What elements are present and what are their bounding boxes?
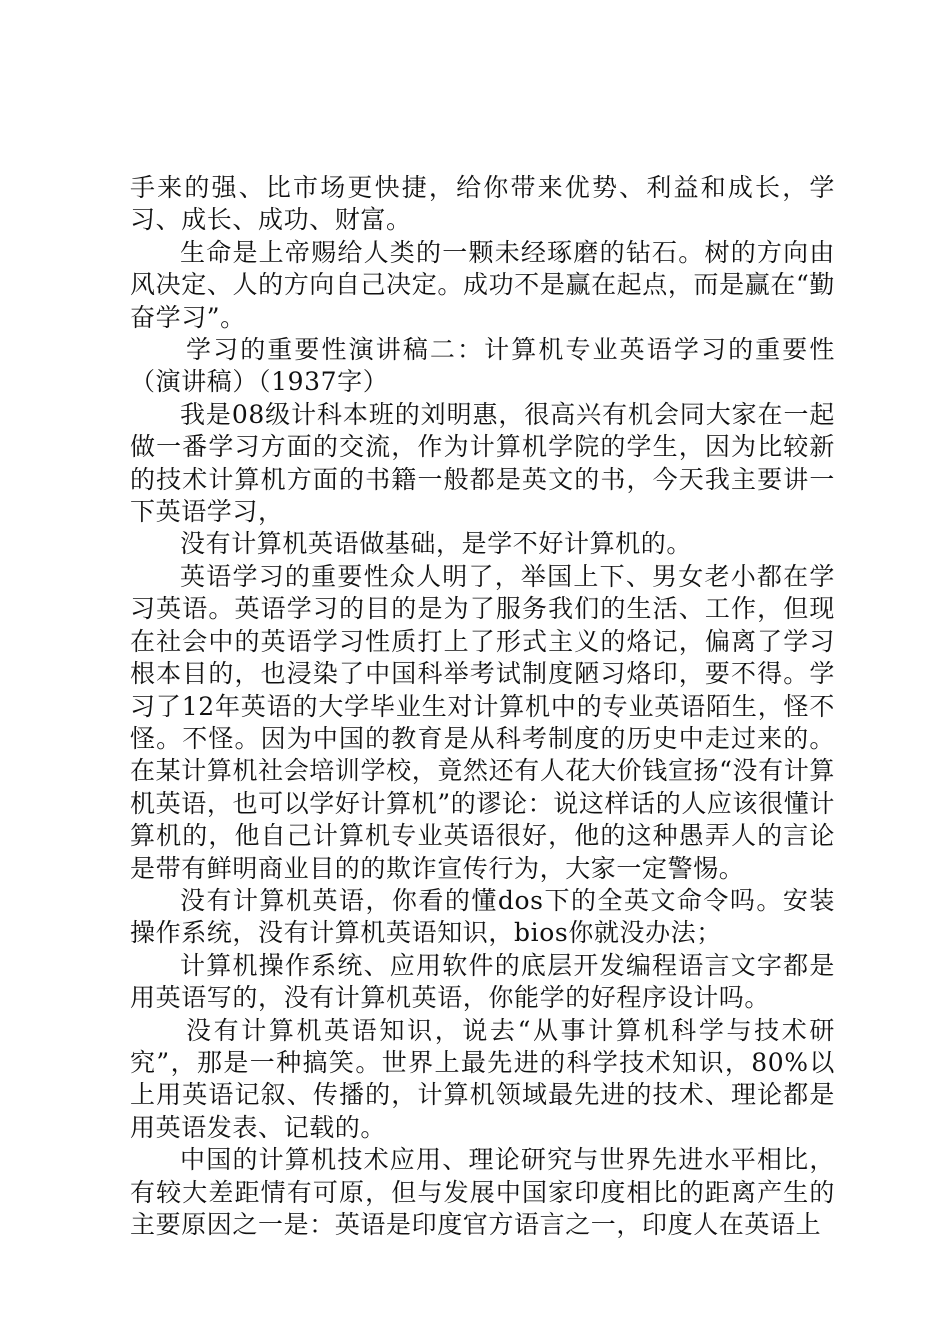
section-heading: 学习的重要性演讲稿二：计算机专业英语学习的重要性（演讲稿）（1937字） (130, 335, 835, 397)
paragraph-6: 没有计算机英语，你看的懂dos下的全英文命令吗。安装操作系统，没有计算机英语知识，bios你就没办法； (130, 885, 835, 948)
paragraph-7: 计算机操作系统、应用软件的底层开发编程语言文字都是用英语写的，没有计算机英语，你能学的好程序设计吗。 (130, 950, 835, 1013)
paragraph-8: 没有计算机英语知识，说去“从事计算机科学与技术研究”，那是一种搞笑。世界上最先进的科学技术知识，80%以上用英语记叙、传播的，计算机领域最先进的技术、理论都是用英语发表、记载的。 (130, 1015, 835, 1142)
body-text (130, 172, 835, 1241)
paragraph-5: 英语学习的重要性众人明了，举国上下、男女老小都在学习英语。英语学习的目的是为了服务我们的生活、工作，但现在社会中的英语学习性质打上了形式主义的烙记，偏离了学习根本目的，也浸染了中国科举考试制度陋习烙印，要不得。学习了12年英语的大学毕业生对计算机中的专业英语陌生，怪不怪。不怪。因为中国的教育是从科考制度的历史中走过来的。在某计算机社会培训学校，竟然还有人花大价钱宣扬“没有计算机英语，也可以学好计算机”的谬论：说这样话的人应该很懂计算机的，他自己计算机专业英语很好，他的这种愚弄人的言论是带有鲜明商业目的的欺诈宣传行为，大家一定警惕。 (130, 561, 835, 883)
paragraph-4: 没有计算机英语做基础，是学不好计算机的。 (180, 529, 693, 559)
paragraph-2: 生命是上帝赐给人类的一颗未经琢磨的钻石。树的方向由风决定、人的方向自己决定。成功不是赢在起点，而是赢在“勤奋学习”。 (130, 237, 835, 332)
paragraph-3: 我是08级计科本班的刘明惠，很高兴有机会同大家在一起做一番学习方面的交流，作为计算机学院的学生，因为比较新的技术计算机方面的书籍一般都是英文的书，今天我主要讲一下英语学习， (130, 399, 835, 527)
paragraph-1: 手来的强、比市场更快捷，给你带来优势、利益和成长，学习、成长、成功、财富。 (130, 173, 835, 235)
paragraph-9: 中国的计算机技术应用、理论研究与世界先进水平相比，有较大差距情有可原，但与发展中国家印度相比的距离产生的主要原因之一是：英语是印度官方语言之一，印度人在英语上 (130, 1145, 835, 1239)
